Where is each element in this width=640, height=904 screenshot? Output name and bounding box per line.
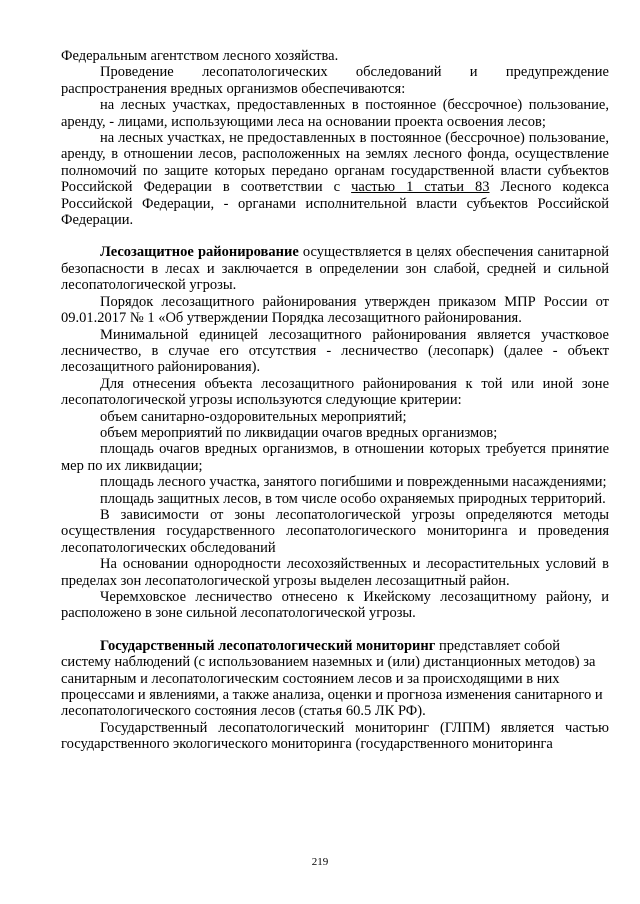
paragraph: [61, 130, 609, 228]
list-item: [61, 409, 609, 425]
paragraph-text: Проведение лесопатологических обследований и предупреждение распространения вредных организмов обеспечиваются:: [61, 64, 609, 97]
paragraph-text: объем мероприятий по ликвидации очагов вредных организмов;: [100, 424, 498, 441]
list-item: [61, 491, 609, 507]
paragraph-text: Минимальной единицей лесозащитного районирования является участковое лесничество, в случае его отсутствия - лесничество (лесопарк) (далее - объект лесозащитного районирования).: [61, 326, 609, 376]
paragraph-text: Лесного кодекса Российской Федерации, - органами исполнительной власти субъектов Российской Федерации.: [61, 179, 610, 229]
paragraph-text: площадь очагов вредных организмов, в отношении которых требуется принятие мер по их ликвидации;: [61, 441, 609, 474]
paragraph: [61, 507, 609, 556]
section-term: Лесозащитное районирование: [100, 244, 299, 261]
paragraph-text: Федеральным агентством лесного хозяйства.: [61, 48, 339, 64]
list-item: [61, 425, 609, 441]
list-item: [61, 441, 609, 474]
list-item: [61, 474, 609, 490]
paragraph: [61, 638, 609, 720]
paragraph-text: объем санитарно-оздоровительных мероприятий;: [100, 408, 407, 425]
paragraph-text: Для отнесения объекта лесозащитного районирования к той или иной зоне лесопатологической угрозы используются следующие критерии:: [61, 375, 609, 409]
paragraph: [61, 589, 609, 622]
paragraph-text: Порядок лесозащитного районирования утвержден приказом МПР России от 09.01.2017 № 1 «Об утверждении Порядка лесозащитного районирования.: [61, 293, 609, 327]
paragraph-text: площадь лесного участка, занятого погибшими и поврежденными насаждениями;: [100, 474, 607, 491]
paragraph-text: на лесных участках, предоставленных в постоянное (бессрочное) пользование, аренду, - лицами, использующими леса на основании проекта освоения лесов;: [61, 97, 609, 130]
paragraph: [61, 48, 609, 64]
paragraph: [61, 720, 609, 753]
paragraph-text: площадь защитных лесов, в том числе особо охраняемых природных территорий.: [100, 490, 606, 507]
paragraph: [61, 556, 609, 589]
paragraph-text: на лесных участках, не предоставленных в постоянное (бессрочное) пользование, аренду, в отношении лесов, расположенных на землях лесного фонда, осуществление полномочий по защите которых передано органам государственной власти субъектов Российской Федерации в соответствии с: [61, 130, 609, 196]
paragraph-gap: [61, 228, 609, 244]
page-number: 219: [311, 856, 329, 868]
paragraph: [61, 376, 609, 409]
paragraph: [61, 327, 609, 376]
paragraph: [61, 294, 609, 327]
law-reference-link[interactable]: частью 1 статьи 83: [351, 179, 490, 196]
section-term: Государственный лесопатологический мониторинг: [100, 637, 436, 654]
document-page: [61, 48, 609, 753]
paragraph-text: На основании однородности лесохозяйственных и лесорастительных условий в пределах зон лесопатологической угрозы выделен лесозащитный район.: [61, 556, 609, 589]
paragraph-text: Черемховское лесничество отнесено к Икейскому лесозащитному району, и расположено в зоне сильной лесопатологической угрозы.: [61, 589, 609, 622]
paragraph: [61, 97, 609, 130]
paragraph: [61, 244, 609, 293]
paragraph-gap: [61, 622, 609, 638]
paragraph-text: В зависимости от зоны лесопатологической угрозы определяются методы осуществления государственного лесопатологического мониторинга и проведения лесопатологических обследований: [61, 506, 609, 556]
paragraph-text: представляет собой систему наблюдений (с использованием наземных и (или) дистанционных методов) за санитарным и лесопатологическим состоянием лесов и за происходящими в них процессами и явлениями, а также анализа, оценки и прогноза изменения санитарного и лесопатологического состояния лесов (статья 60.5 ЛК РФ).: [61, 637, 603, 720]
paragraph-text: Государственный лесопатологический мониторинг (ГЛПМ) является частью государственного экологического мониторинга (государственного мониторинга: [61, 719, 609, 753]
paragraph: [61, 64, 609, 97]
paragraph-text: осуществляется в целях обеспечения санитарной безопасности в лесах и заключается в определении зон слабой, средней и сильной лесопатологической угрозы.: [61, 244, 609, 294]
